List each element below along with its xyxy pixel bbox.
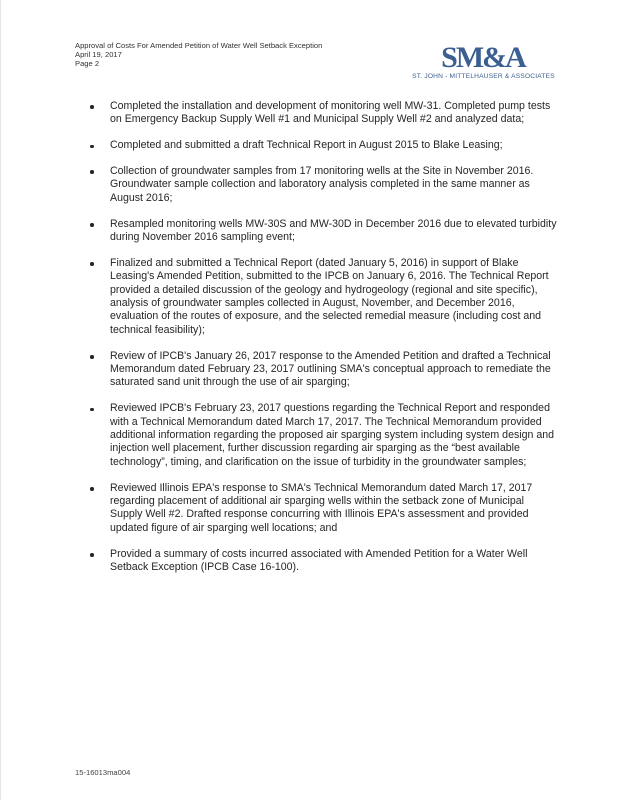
bullet-list xyxy=(85,100,557,587)
bullet-dot-icon xyxy=(90,355,94,359)
list-item xyxy=(85,100,557,127)
header-meta xyxy=(75,41,322,69)
bullet-dot-icon xyxy=(90,105,94,109)
list-item-text: Resampled monitoring wells MW-30S and MW-30D in December 2016 due to elevated turbidity during November 2016 sampling event; xyxy=(110,217,557,244)
list-item xyxy=(85,548,557,575)
header-page-number: Page 2 xyxy=(75,59,100,69)
list-item xyxy=(85,139,557,152)
header-subject: Approval of Costs For Amended Petition of Water Well Setback Exception xyxy=(75,41,323,50)
list-item xyxy=(85,218,557,245)
logo-mark xyxy=(423,42,543,72)
document-code: 15-16013ma004 xyxy=(75,768,131,777)
bullet-dot-icon xyxy=(90,262,94,266)
list-item-text: Completed the installation and development of monitoring well MW-31. Completed pump tests on Emergency Backup Supply Well #1 and Municipal Supply Well #2 and analyzed data; xyxy=(110,100,551,126)
list-item xyxy=(85,165,557,205)
bullet-dot-icon xyxy=(90,487,94,491)
logo-mark-text: SM&A xyxy=(441,42,525,72)
bullet-dot-icon xyxy=(90,223,94,227)
bullet-dot-icon xyxy=(90,553,94,557)
company-logo xyxy=(401,42,566,82)
logo-tagline: ST. JOHN - MITTELHAUSER & ASSOCIATES xyxy=(412,73,555,80)
bullet-dot-icon xyxy=(90,408,94,412)
list-item-text: Collection of groundwater samples from 17 monitoring wells at the Site in November 2016. Groundwater sample collection and laboratory analysis completed in the same manner as August 2016; xyxy=(110,165,534,204)
list-item-text: Reviewed IPCB's February 23, 2017 questions regarding the Technical Report and responded with a Technical Memorandum dated March 17, 2017. The Technical Memorandum provided additional information regarding the proposed air sparging system including system design and injection well placement, further discussion regarding air sparging as the “best available technology”, timing, and clarification on the issue of turbidity in the groundwater samples; xyxy=(110,402,555,468)
list-item-text: Review of IPCB's January 26, 2017 response to the Amended Petition and drafted a Technical Memorandum dated February 23, 2017 outlining SMA's conceptual approach to remediate the saturated sand unit through the use of air sparging; xyxy=(110,349,551,389)
bullet-dot-icon xyxy=(90,170,94,174)
list-item xyxy=(85,257,557,337)
header-date: April 19, 2017 xyxy=(75,50,122,60)
list-item xyxy=(85,350,557,390)
bullet-dot-icon xyxy=(90,145,94,149)
list-item-text: Provided a summary of costs incurred associated with Amended Petition for a Water Well Setback Exception (IPCB Case 16-100). xyxy=(110,547,528,574)
list-item-text: Reviewed Illinois EPA's response to SMA's Technical Memorandum dated March 17, 2017 regarding placement of additional air sparging wells within the setback zone of Municipal Supply Well #2. Drafted response concurring with Illinois EPA's assessment and provided updated figure of air sparging well locations; and xyxy=(110,481,533,534)
list-item xyxy=(85,402,557,469)
list-item-text: Finalized and submitted a Technical Report (dated January 5, 2016) in support of Blake Leasing's Amended Petition, submitted to the IPCB on January 6, 2016. The Technical Report provided a detailed discussion of the geology and hydrogeology (regional and site specific), analysis of groundwater samples collected in August, November, and December 2016, evaluation of the routes of exposure, and the selected remedial measure (including cost and technical feasibility); xyxy=(110,256,549,336)
list-item-text: Completed and submitted a draft Technical Report in August 2015 to Blake Leasing; xyxy=(110,139,503,152)
list-item xyxy=(85,482,557,536)
